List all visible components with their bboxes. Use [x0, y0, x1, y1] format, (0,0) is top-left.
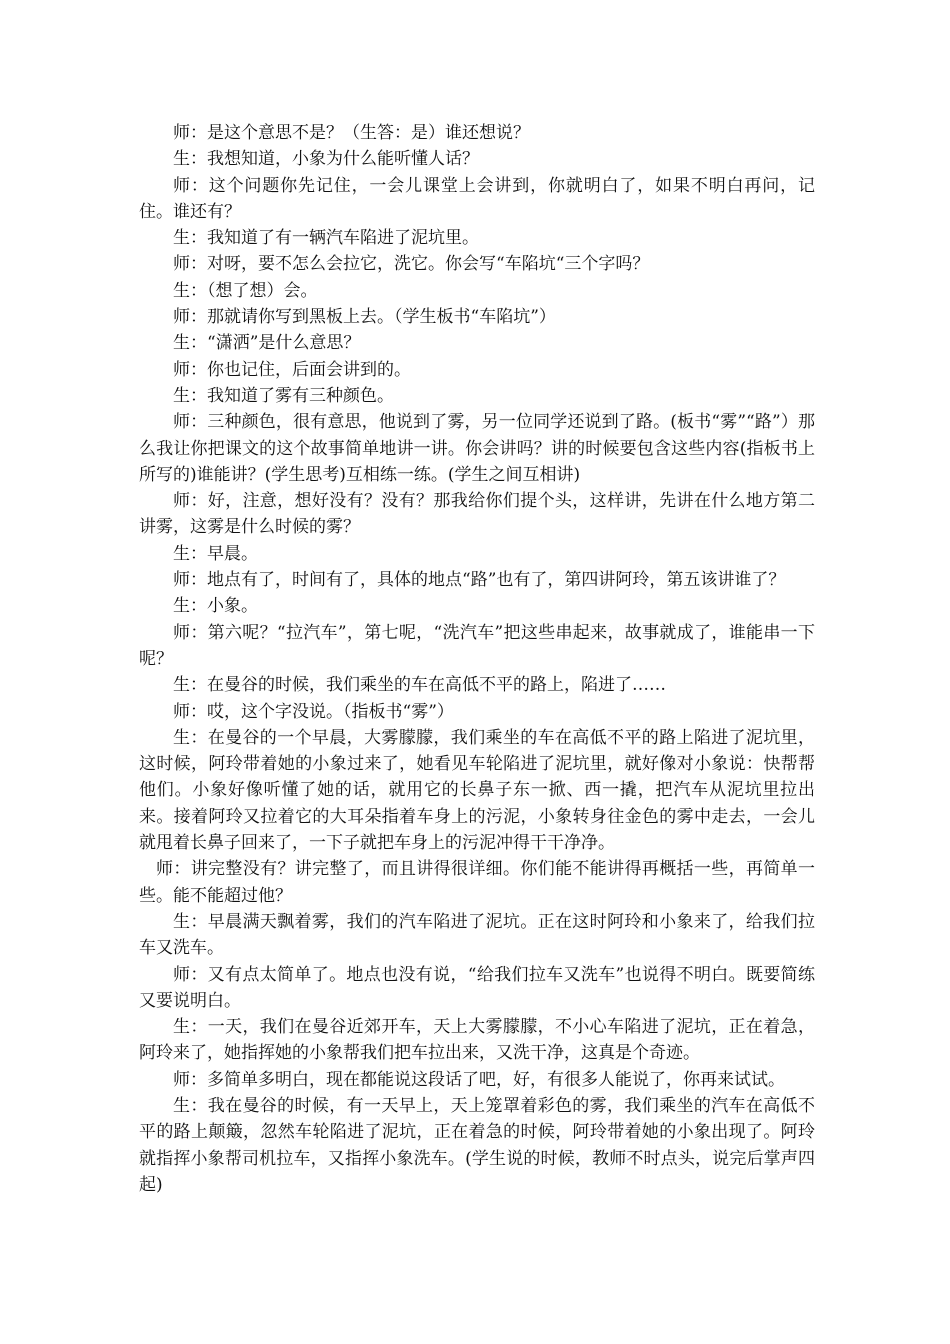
dialogue-line: 生：我知道了有一辆汽车陷进了泥坑里。 — [173, 228, 479, 249]
dialogue-line: 师：地点有了，时间有了，具体的地点“路”也有了，第四讲阿玲，第五该讲谁了？ — [173, 570, 786, 591]
dialogue-line: 生：在曼谷的一个早晨，大雾朦朦，我们乘坐的车在高低不平的路上陷进了泥坑里，这时候，阿玲带着她的小象过来了，她看见车轮陷进了泥坑里，就好像对小象说：快帮帮他们。小象好像听懂了她的话，就用它的长鼻子东一掀、西一撬，把汽车从泥坑里拉出来。接着阿玲又拉着它的大耳朵指着车身上的污泥，小象转身往金色的雾中走去，一会儿就甩着长鼻子回来了，一下子就把车身上的污泥冲得干干净净。 — [139, 727, 815, 854]
dialogue-line: 师：哎，这个字没说。（指板书“雾”） — [173, 701, 454, 722]
dialogue-line: 生：我在曼谷的时候，有一天早上，天上笼罩着彩色的雾，我们乘坐的汽车在高低不平的路上颠簸，忽然车轮陷进了泥坑，正在着急的时候，阿玲带着她的小象出现了。阿玲就指挥小象帮司机拉车，又指挥小象洗车。(学生说的时候，教师不时点头，说完后掌声四起) — [139, 1095, 815, 1195]
dialogue-line: 师：好，注意，想好没有？没有？那我给你们提个头，这样讲，先讲在什么地方第二讲雾，这雾是什么时候的雾？ — [139, 491, 815, 538]
dialogue-line: 生：一天，我们在曼谷近郊开车，天上大雾朦朦，不小心车陷进了泥坑，正在着急，阿玲来了，她指挥她的小象帮我们把车拉出来，又洗干净，这真是个奇迹。 — [139, 1017, 815, 1064]
dialogue-line: 生：早晨。 — [173, 543, 258, 564]
dialogue-line: 生：我想知道，小象为什么能听懂人话？ — [173, 149, 479, 170]
dialogue-line: 生：小象。 — [173, 596, 258, 617]
dialogue-line: 师：那就请你写到黑板上去。（学生板书“车陷坑”） — [173, 307, 556, 328]
dialogue-line: 生：早晨满天飘着雾，我们的汽车陷进了泥坑。正在这时阿玲和小象来了，给我们拉车又洗车。 — [139, 911, 815, 959]
dialogue-line: 生：（想了想）会。 — [173, 280, 318, 301]
dialogue-line: 生：“潇洒”是什么意思？ — [173, 333, 361, 354]
dialogue-line: 生：在曼谷的时候，我们乘坐的车在高低不平的路上，陷进了…… — [173, 675, 666, 696]
dialogue-line: 师：讲完整没有？讲完整了，而且讲得很详细。你们能不能讲得再概括一些，再简单一些。能不能超过他？ — [139, 859, 815, 906]
dialogue-line: 师：你也记住，后面会讲到的。 — [173, 359, 411, 380]
dialogue-line: 师：三种颜色，很有意思，他说到了雾，另一位同学还说到了路。(板书“雾”“路”）那么我让你把课文的这个故事简单地讲一讲。你会讲吗？讲的时候要包含这些内容(指板书上所写的)谁能讲？(学生思考)互相练一练。(学生之间互相讲) — [139, 412, 815, 485]
dialogue-line: 师：是这个意思不是？（生答：是）谁还想说？ — [173, 123, 530, 143]
document-body — [139, 120, 815, 1198]
dialogue-line: 生：我知道了雾有三种颜色。 — [173, 385, 394, 406]
dialogue-line: 师：第六呢？“拉汽车”，第七呢，“洗汽车”把这些串起来，故事就成了，谁能串一下呢？ — [139, 622, 815, 669]
dialogue-line: 师：对呀，要不怎么会拉它，洗它。你会写“车陷坑“三个字吗？ — [173, 254, 650, 275]
dialogue-line: 师：多简单多明白，现在都能说这段话了吧，好，有很多人能说了，你再来试试。 — [173, 1069, 785, 1090]
dialogue-line: 师：又有点太简单了。地点也没有说，“给我们拉车又洗车”也说得不明白。既要简练又要说明白。 — [139, 964, 815, 1011]
dialogue-line: 师：这个问题你先记住，一会儿课堂上会讲到，你就明白了，如果不明白再问，记住。谁还有？ — [139, 175, 815, 222]
